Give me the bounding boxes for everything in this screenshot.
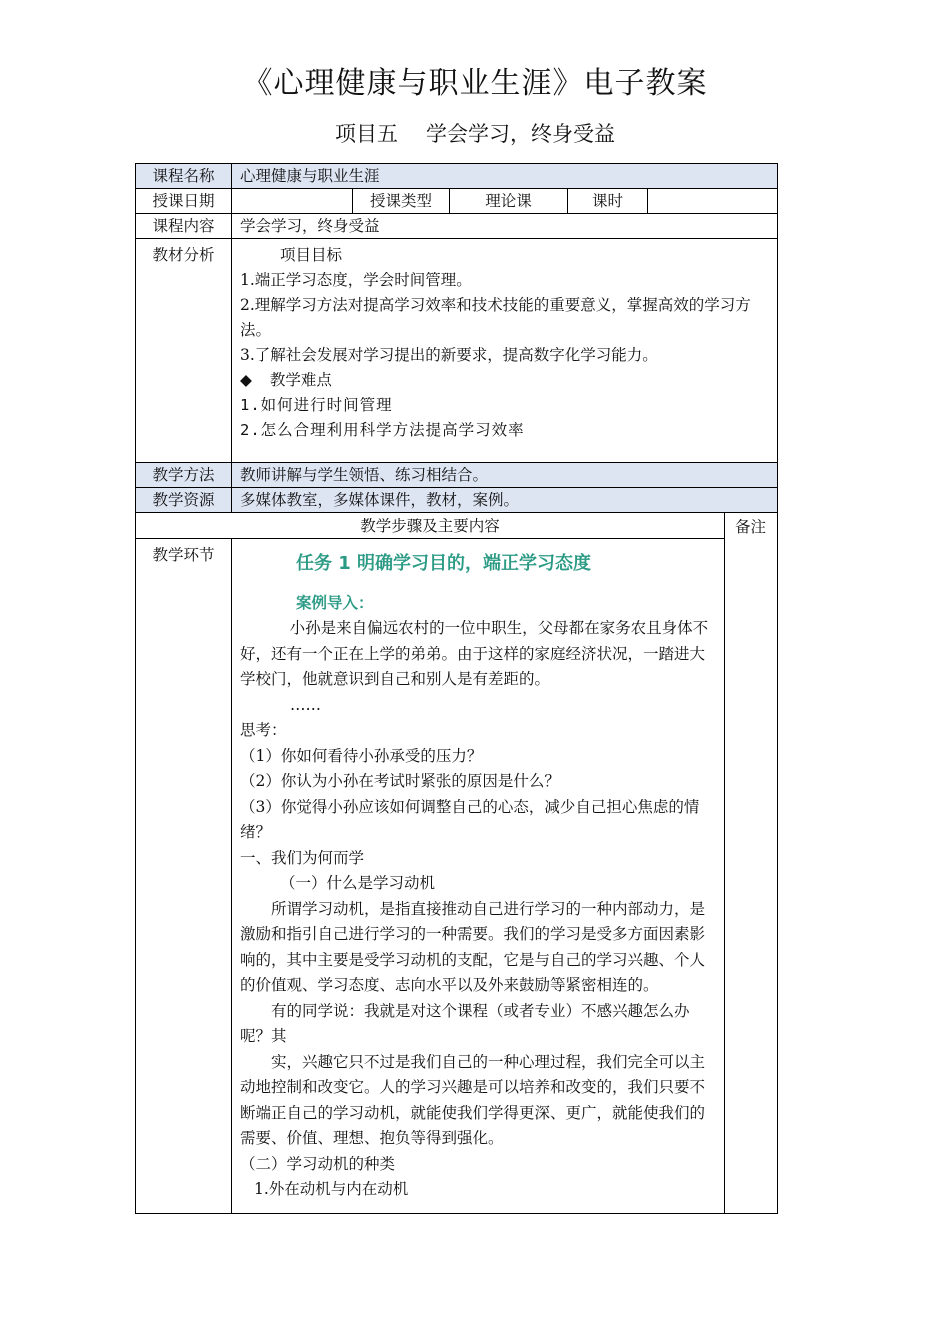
subsection-1-heading: （一）什么是学习动机 xyxy=(280,874,436,892)
difficulty-2: 2.怎么合理利用科学方法提高学习效率 xyxy=(240,421,525,439)
row-method xyxy=(136,463,778,488)
project-heading xyxy=(0,118,950,148)
teaching-content xyxy=(232,539,725,1214)
question-1: （1）你如何看待小孙承受的压力？ xyxy=(240,746,483,765)
analysis-label: 教材分析 xyxy=(136,239,232,463)
row-resource xyxy=(136,488,778,513)
stage-label: 教学环节 xyxy=(136,539,232,1214)
project-number: 项目五 xyxy=(335,122,398,146)
goal-heading: 项目目标 xyxy=(280,246,343,264)
difficulty-heading-line xyxy=(240,368,769,393)
date-value xyxy=(232,189,353,214)
hours-value xyxy=(648,189,778,214)
difficulty-heading: 教学难点 xyxy=(269,371,332,389)
case-heading: 案例导入： xyxy=(296,593,374,612)
lesson-plan-table xyxy=(135,163,778,1214)
paragraph-1: 所谓学习动机，是指直接推动自己进行学习的一种内部动力，是激励和指引自己进行学习的一种需要。我们的学习是受多方面因素影响的，其中主要是受学习动机的支配，它是与自己的学习兴趣、个人的价值观、学习态度、志向水平以及外来鼓励等紧密相连的。 xyxy=(240,899,706,994)
course-name-value: 心理健康与职业生涯 xyxy=(232,164,778,189)
goal-1: 1.端正学习态度，学会时间管理。 xyxy=(240,271,472,289)
content-label: 课程内容 xyxy=(136,214,232,239)
question-2: （2）你认为小孙在考试时紧张的原因是什么？ xyxy=(240,772,560,790)
subsection-2-heading: （二）学习动机的种类 xyxy=(240,1154,396,1173)
row-course-name xyxy=(136,164,778,189)
row-date xyxy=(136,189,778,214)
item-1: 1.外在动机与内在动机 xyxy=(254,1180,409,1198)
hours-label: 课时 xyxy=(568,189,648,214)
row-teaching-content xyxy=(136,539,778,1214)
notes-header: 备注 xyxy=(735,518,767,536)
method-label: 教学方法 xyxy=(136,463,232,488)
goal-2: 2.理解学习方法对提高学习效率和技术技能的重要意义，掌握高效的学习方法。 xyxy=(240,296,751,339)
task-title: 任务 1 明确学习目的，端正学习态度 xyxy=(296,553,592,574)
type-value: 理论课 xyxy=(450,189,568,214)
paragraph-3: 实，兴趣它只不过是我们自己的一种心理过程，我们完全可以主动地控制和改变它。人的学习兴趣是可以培养和改变的，我们只要不断端正自己的学习动机，就能使我们学得更深、更广，就能使我们的需要、价值、理想、抱负等得到强化。 xyxy=(240,1052,706,1147)
notes-column xyxy=(725,513,778,1214)
date-label: 授课日期 xyxy=(136,189,232,214)
think-label: 思考： xyxy=(240,721,287,739)
row-analysis xyxy=(136,239,778,463)
resource-label: 教学资源 xyxy=(136,488,232,513)
project-name: 学会学习，终身受益 xyxy=(426,122,615,146)
diamond-bullet-icon: ◆ xyxy=(240,371,252,389)
method-value: 教师讲解与学生领悟、练习相结合。 xyxy=(232,463,778,488)
analysis-body xyxy=(232,239,778,463)
paragraph-2: 有的同学说：我就是对这个课程（或者专业）不感兴趣怎么办呢？其 xyxy=(240,1001,690,1045)
goal-3: 3.了解社会发展对学习提出的新要求，提高数字化学习能力。 xyxy=(240,346,658,364)
content-value: 学会学习，终身受益 xyxy=(232,214,778,239)
type-label: 授课类型 xyxy=(353,189,450,214)
row-content xyxy=(136,214,778,239)
document-title: 《心理健康与职业生涯》电子教案 xyxy=(242,66,708,101)
steps-header: 教学步骤及主要内容 xyxy=(136,513,725,539)
course-name-label: 课程名称 xyxy=(136,164,232,189)
case-text: 小孙是来自偏远农村的一位中职生，父母都在家务农且身体不好，还有一个正在上学的弟弟。由于这样的家庭经济状况，一踏进大学校门，他就意识到自己和别人是有差距的。 xyxy=(240,619,709,688)
difficulty-1: 1.如何进行时间管理 xyxy=(240,396,393,414)
resource-value: 多媒体教室，多媒体课件，教材，案例。 xyxy=(232,488,778,513)
row-steps-header xyxy=(136,513,778,539)
ellipsis: …… xyxy=(290,695,321,714)
section-1-heading: 一、我们为何而学 xyxy=(240,848,365,867)
question-3: （3）你觉得小孙应该如何调整自己的心态，减少自己担心焦虑的情绪？ xyxy=(240,797,700,841)
